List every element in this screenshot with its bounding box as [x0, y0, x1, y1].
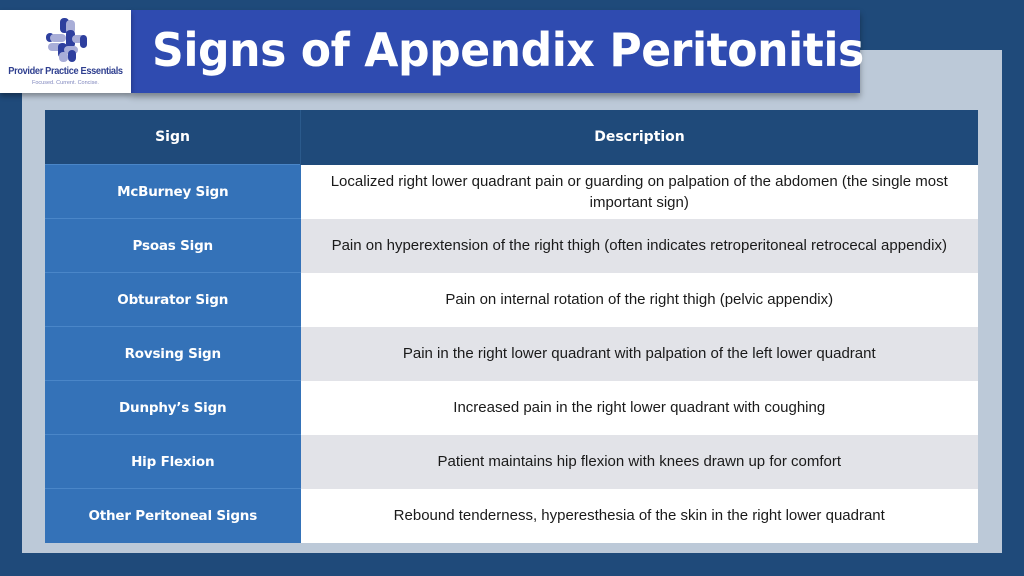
table-row [45, 165, 978, 219]
table-row [45, 273, 978, 327]
table-row [45, 219, 978, 273]
description-cell: Increased pain in the right lower quadrant with coughing [301, 381, 979, 435]
page-title: Signs of Appendix Peritonitis [152, 23, 864, 77]
column-header-sign: Sign [45, 110, 301, 165]
table-row [45, 435, 978, 489]
sign-cell: Other Peritoneal Signs [45, 489, 301, 543]
sign-cell: Psoas Sign [45, 219, 301, 273]
medical-cross-icon [42, 16, 90, 64]
table-header-row [45, 110, 978, 165]
table-row [45, 381, 978, 435]
description-cell: Patient maintains hip flexion with knees drawn up for comfort [301, 435, 979, 489]
description-cell: Pain on internal rotation of the right thigh (pelvic appendix) [301, 273, 979, 327]
description-cell: Localized right lower quadrant pain or guarding on palpation of the abdomen (the single most important sign) [301, 165, 979, 219]
description-cell: Pain on hyperextension of the right thigh (often indicates retroperitoneal retrocecal appendix) [301, 219, 979, 273]
title-banner [131, 10, 864, 93]
table-row [45, 489, 978, 543]
description-cell: Pain in the right lower quadrant with palpation of the left lower quadrant [301, 327, 979, 381]
logo-tagline: Focused. Current. Concise. [32, 80, 99, 86]
sign-cell: Dunphy’s Sign [45, 381, 301, 435]
column-header-description: Description [301, 110, 979, 165]
description-cell: Rebound tenderness, hyperesthesia of the skin in the right lower quadrant [301, 489, 979, 543]
sign-cell: Hip Flexion [45, 435, 301, 489]
logo [0, 10, 131, 93]
sign-cell: McBurney Sign [45, 165, 301, 219]
sign-cell: Rovsing Sign [45, 327, 301, 381]
logo-name: Provider Practice Essentials [8, 65, 123, 77]
signs-table [45, 110, 978, 543]
sign-cell: Obturator Sign [45, 273, 301, 327]
table-row [45, 327, 978, 381]
